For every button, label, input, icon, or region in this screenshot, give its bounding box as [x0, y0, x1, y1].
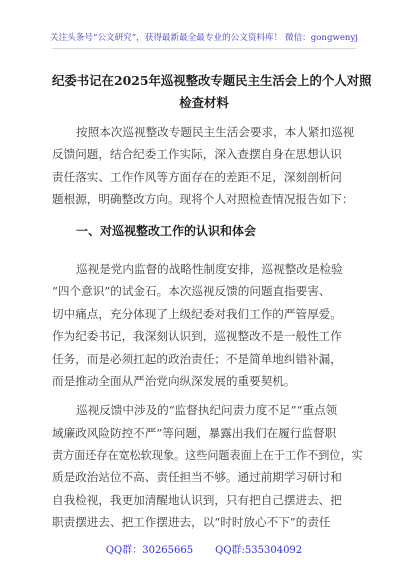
document-title-line-2: 检查材料 [179, 95, 229, 110]
body-line: 自我检视，我更加清醒地认识到，只有把自己摆进去、把 [52, 493, 342, 507]
document-title-line-1: 纪委书记在2025年巡视整改专题民主生活会上的个人对照 [52, 73, 372, 88]
body-line: 责方面还存在宽松软现象。这些问题表面上在于工作不到位，实 [52, 449, 363, 462]
header-divider [52, 48, 356, 49]
intro-line: 题根源，明确整改方向。现将个人对照检查情况报告如下： [52, 192, 354, 206]
body-line: 质是政治站位不高、责任担当不够。通过前期学习研讨和 [52, 470, 342, 484]
body-line: 巡视是党内监督的战略性制度安排，巡视整改是检验 [76, 262, 343, 276]
intro-line: 责任落实、工作作风等方面存在的差距不足，深刻剖析问 [52, 170, 342, 184]
header-banner: 关注头条号“公文研究”，获得最新最全最专业的公文资料库！ 微信：gongwenyj [50, 33, 358, 43]
intro-line: 反馈问题，结合纪委工作实际，深入查摆自身在思想认识 [52, 147, 342, 161]
footer-qq-group-2: QQ群:535304092 [215, 545, 303, 556]
body-line: 域廉政风险防控不严”等问题，暴露出我们在履行监督职 [52, 426, 337, 440]
intro-line: 按照本次巡视整改专题民主生活会要求，本人紧扣巡视 [76, 125, 355, 139]
section-heading: 一、对巡视整改工作的认识和体会 [76, 224, 257, 238]
body-line: 任务，而是必须扛起的政治责任；不是简单地纠错补漏， [52, 352, 342, 366]
body-line: 切中痛点，充分体现了上级纪委对我们工作的严管厚爱。 [52, 307, 342, 321]
footer-qq-group-1: QQ群：30265665 [105, 545, 194, 556]
footer [0, 541, 408, 556]
body-line: 而是推动全面从严治党向纵深发展的重要契机。 [52, 374, 296, 388]
body-line: 职责摆进去、把工作摆进去，以“时时放心不下”的责任 [52, 515, 331, 529]
body-line: 巡视反馈中涉及的“监督执纪问责力度不足”“重点领 [76, 403, 338, 417]
body-line: 作为纪委书记，我深刻认识到，巡视整改不是一般性工作 [52, 329, 342, 343]
body-line: “四个意识”的试金石。本次巡视反馈的问题直指要害、 [52, 284, 331, 298]
